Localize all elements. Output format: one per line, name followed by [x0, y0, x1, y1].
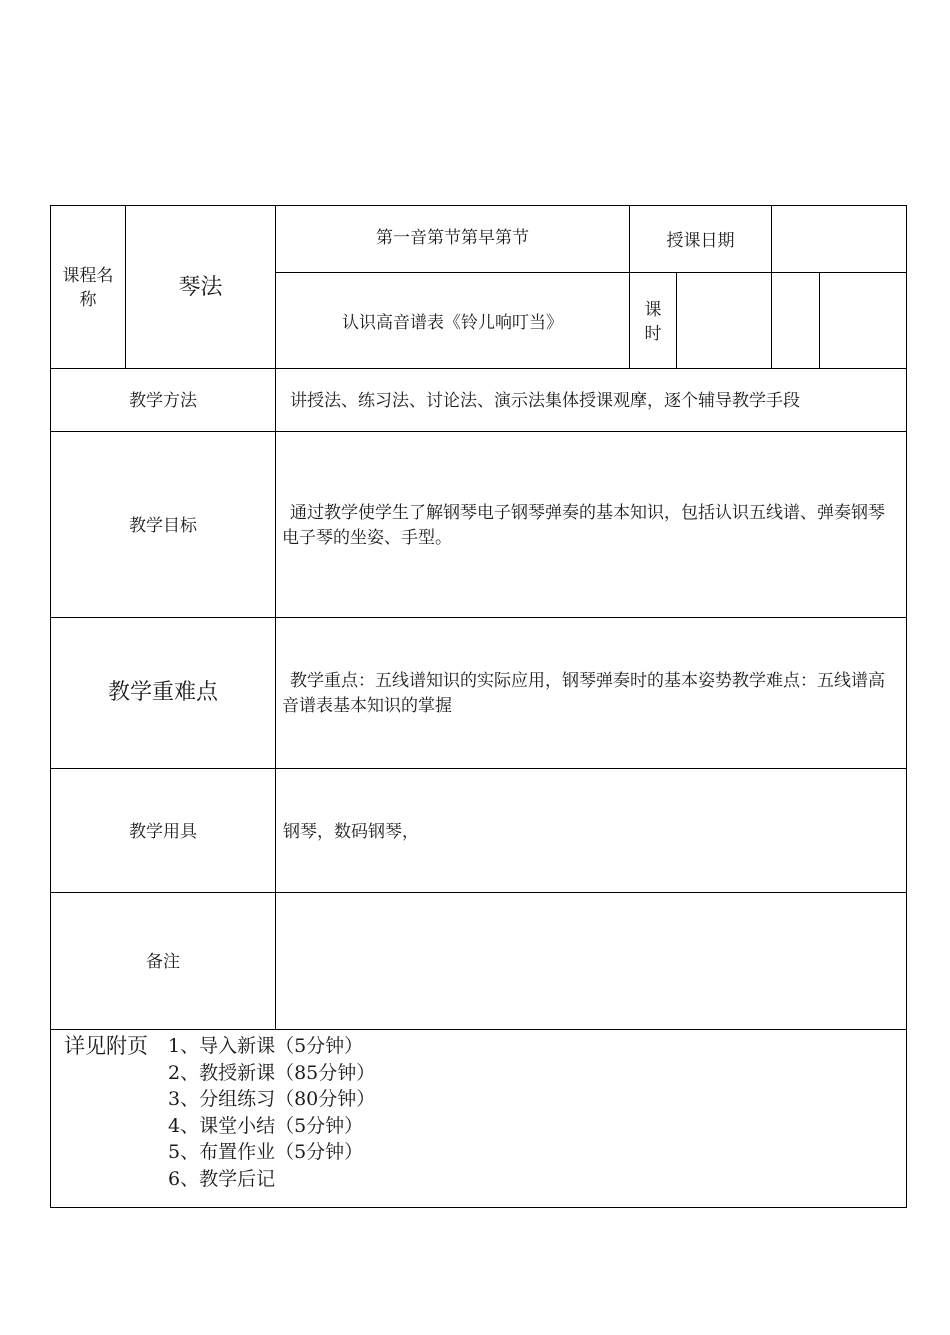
- border-line: [906, 205, 907, 1208]
- border-line: [276, 272, 906, 273]
- course-name-value: 琴法: [178, 275, 223, 300]
- footer-item: 4、课堂小结（5分钟）: [168, 1115, 364, 1137]
- border-line: [50, 1207, 907, 1208]
- border-line: [50, 431, 906, 432]
- footer-item: 6、教学后记: [168, 1168, 276, 1190]
- goal-label: 教学目标: [129, 516, 197, 536]
- chapter-title: 第一音第节第早第节: [376, 228, 529, 248]
- key-points-label: 教学重难点: [107, 680, 218, 705]
- footer-item: 2、教授新课（85分钟）: [168, 1062, 376, 1084]
- tools-value: 钢琴，数码钢琴，: [283, 822, 419, 842]
- footer-item: 3、分组练习（80分钟）: [168, 1088, 376, 1110]
- border-line: [50, 205, 906, 206]
- border-line: [50, 892, 906, 893]
- footer-lead: 详见附页: [64, 1034, 148, 1058]
- course-name-label: 课程名称: [62, 266, 114, 310]
- date-label: 授课日期: [666, 231, 735, 251]
- border-line: [50, 1029, 906, 1030]
- method-label: 教学方法: [129, 391, 197, 411]
- footer-item: 1、导入新课（5分钟）: [168, 1035, 364, 1057]
- key-points-value: 教学重点：五线谱知识的实际应用，钢琴弹奏时的基本姿势教学难点：五线谱高音谱表基本知识的掌握: [282, 671, 885, 716]
- border-line: [676, 272, 677, 368]
- notes-label: 备注: [146, 952, 180, 972]
- border-line: [819, 272, 820, 368]
- hours-label: 课时: [644, 300, 662, 344]
- border-line: [50, 768, 906, 769]
- tools-label: 教学用具: [129, 822, 197, 842]
- goal-value: 通过教学使学生了解钢琴电子钢琴弹奏的基本知识，包括认识五线谱、弹奏钢琴电子琴的坐姿、手型。: [282, 503, 885, 548]
- footer-item: 5、布置作业（5分钟）: [168, 1141, 364, 1163]
- border-line: [50, 205, 51, 1208]
- lesson-topic: 认识高音谱表《铃儿响叮当》: [342, 313, 563, 333]
- border-line: [771, 205, 772, 368]
- method-value: 讲授法、练习法、讨论法、演示法集体授课观摩，逐个辅导教学手段: [290, 391, 800, 411]
- border-line: [50, 617, 906, 618]
- border-line: [50, 368, 906, 369]
